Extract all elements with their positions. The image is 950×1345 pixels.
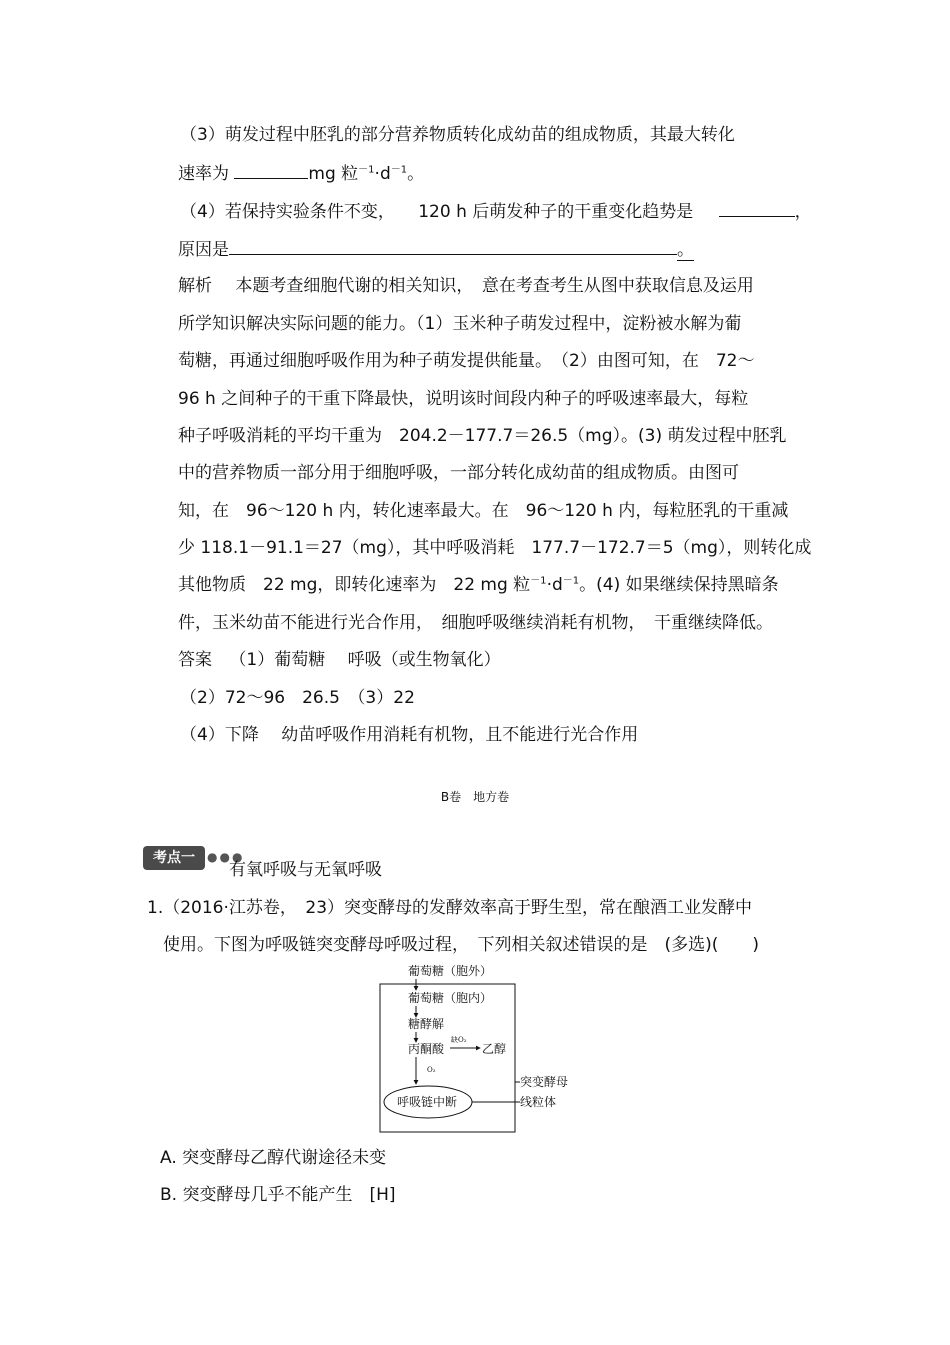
q3-end: 。 [407, 164, 425, 184]
q4-prefix: 原因是 [178, 240, 229, 260]
option-b[interactable]: B. 突变酵母几乎不能产生 [H] [160, 1185, 396, 1205]
q3-sup1: －1 [358, 164, 375, 176]
analysis-line3: 萄糖，再通过细胞呼吸作用为种子萌发提供能量。 （2）由图可知，在 72～ [178, 351, 755, 371]
q4-end: 。 [677, 240, 694, 260]
analysis-label: 解析 [178, 276, 212, 296]
analysis-line5: 种子呼吸消耗的平均干重为 204.2－177.7＝26.5（mg）。(3) 萌发过程中胚乳 [178, 426, 787, 446]
q3-sup2: －1 [390, 164, 408, 176]
dots-icon: ●●● [207, 850, 245, 864]
answer-line1 [178, 649, 501, 671]
analysis-line1 [178, 275, 754, 297]
q3-dot-d: ·d [374, 164, 391, 184]
section-title: B卷 地方卷 [440, 790, 510, 804]
glucose-out-label: 葡萄糖（胞外） [408, 964, 493, 978]
q3-answer-blank[interactable] [234, 162, 308, 179]
q4-text-a: （4）若保持实验条件不变， [180, 202, 395, 222]
answer-text-1: （1）葡萄糖 呼吸（或生物氧化） [229, 650, 501, 670]
analysis-line9-c: 。(4) 如果继续保持黑暗条 [579, 575, 779, 595]
answer-line3: （4）下降 幼苗呼吸作用消耗有机物，且不能进行光合作用 [180, 725, 639, 745]
glycolysis-label: 糖酵解 [408, 1017, 445, 1031]
analysis-line9-sup1: －1 [530, 575, 547, 587]
analysis-line9-a: 其他物质 22 mg，即转化速率为 22 mg 粒 [178, 575, 531, 595]
mutant-yeast-label: 突变酵母 [520, 1075, 569, 1089]
analysis-line4: 96 h 之间种子的干重下降最快，说明该时间段内种子的呼吸速率最大，每粒 [178, 389, 749, 409]
analysis-line9-sup2: －1 [562, 575, 580, 587]
q3-unit: mg 粒 [308, 164, 359, 184]
analysis-line6: 中的营养物质一部分用于细胞呼吸，一部分转化成幼苗的组成物质。由图可 [178, 463, 739, 483]
analysis-line2: 所学知识解决实际问题的能力。（1）玉米种子萌发过程中，淀粉被水解为葡 [178, 314, 742, 334]
analysis-text-1: 本题考查细胞代谢的相关知识， 意在考查考生从图中获取信息及运用 [235, 276, 754, 296]
respiration-diagram [370, 960, 590, 1136]
analysis-line8: 少 118.1－91.1＝27（mg），其中呼吸消耗 177.7－172.7＝5（mg），则转化成 [178, 538, 812, 558]
lack-o2-label: 缺O₂ [451, 1036, 467, 1044]
chain-broken-label: 呼吸链中断 [397, 1095, 458, 1109]
q4-reason-blank[interactable] [229, 238, 677, 255]
q3-line2 [178, 162, 424, 185]
analysis-line7: 知，在 96～120 h 内，转化速率最大。在 96～120 h 内，每粒胚乳的干重减 [178, 501, 789, 521]
q4-line2 [178, 238, 694, 261]
cell-membrane [380, 984, 515, 1132]
topic-badge-label: 考点一 [143, 846, 205, 870]
q3-prefix: 速率为 [178, 164, 229, 184]
q4-line1 [180, 200, 812, 223]
answer-label: 答案 [178, 650, 212, 670]
pyruvate-label: 丙酮酸 [408, 1042, 445, 1056]
topic-badge [143, 846, 245, 870]
ethanol-label: 乙醇 [482, 1042, 507, 1056]
mitochondria-label: 线粒体 [520, 1095, 557, 1109]
q4-comma: ， [794, 202, 812, 222]
glucose-in-label: 葡萄糖（胞内） [408, 991, 493, 1005]
answer-line2: （2）72～96 26.5 （3）22 [180, 688, 415, 708]
question1-line2: 使用。下图为呼吸链突变酵母呼吸过程， 下列相关叙述错误的是 (多选)( ) [163, 935, 760, 955]
analysis-line9 [178, 574, 779, 596]
q4-trend-blank[interactable] [719, 200, 795, 217]
analysis-line10: 件，玉米幼苗不能进行光合作用， 细胞呼吸继续消耗有机物， 干重继续降低。 [178, 613, 773, 633]
q4-text-b: 120 h 后萌发种子的干重变化趋势是 [418, 202, 694, 222]
topic-title: 有氧呼吸与无氧呼吸 [229, 860, 382, 880]
analysis-line9-b: ·d [546, 575, 563, 595]
option-a[interactable]: A. 突变酵母乙醇代谢途径未变 [160, 1148, 387, 1168]
q3-line1: （3）萌发过程中胚乳的部分营养物质转化成幼苗的组成物质，其最大转化 [180, 125, 735, 145]
question1-line1: 1.（2016·江苏卷， 23）突变酵母的发酵效率高于野生型，常在酿酒工业发酵中 [147, 898, 753, 918]
o2-label: O₂ [427, 1066, 436, 1074]
